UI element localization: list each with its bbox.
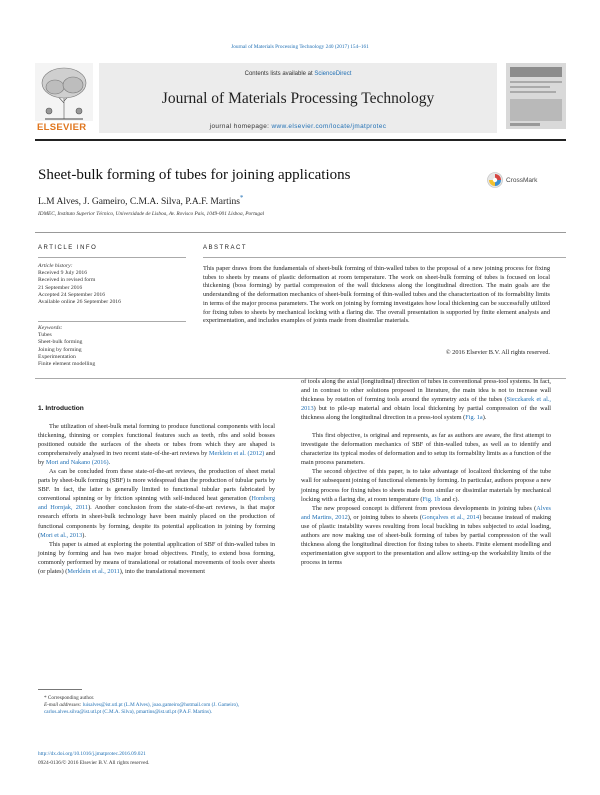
corresponding-author-mark[interactable]: * (239, 194, 244, 202)
elsevier-tree-logo (35, 63, 93, 128)
reference-link[interactable]: Homberg and Hornjak, 2011 (38, 495, 275, 512)
section-heading-introduction: 1. Introduction (38, 405, 84, 412)
journal-title: Journal of Materials Processing Technology (161, 90, 435, 107)
abstract-copyright: © 2016 Elsevier B.V. All rights reserved. (445, 349, 550, 356)
contents-line (99, 71, 497, 77)
figure-link[interactable]: Fig. 1a (465, 414, 483, 422)
homepage-prefix: journal homepage: (209, 123, 272, 130)
history-item: Available online 26 September 2016 (38, 299, 121, 306)
sciencedirect-link[interactable]: ScienceDirect (314, 71, 352, 77)
reference-link[interactable]: Mori et al., 2013 (40, 531, 83, 539)
paragraph: This first objective, is original and represents, as far as authors are aware, the first attempt to investigate the deformation mechanics of SBF of thin-walled tubes, as well as to identify and characterize its typical modes of deformation and to setup its formability limits as a function of the main process parameters. (301, 432, 551, 467)
keywords-label: Keywords: (38, 325, 63, 331)
article-history (38, 263, 121, 306)
journal-citation[interactable]: Journal of Materials Processing Technology 240 (2017) 154–161 (231, 44, 369, 50)
author-names: L.M Alves, J. Gameiro, C.M.A. Silva, P.A.F. Martins (38, 197, 240, 208)
paragraph: of tools along the axial (longitudinal) direction of tubes in conventional press-tool systems. In fact, and in contrast to other solutions proposed in literature, the main idea is not to increase wall thickness by rotation of forming tools around the symmetry axis of the tubes (Sieczkarek et al., 2013) but to pile-up material and obtain local thickening by partial compression of the wall thickness along the longitudinal direction in a press-tool system (Fig. 1a). (301, 378, 551, 422)
reference-link[interactable]: Gonçalves et al., 2014 (421, 513, 480, 521)
keywords-block (38, 325, 95, 368)
history-item: Received in revised form (38, 277, 96, 284)
footnote-rule (38, 689, 82, 690)
crossmark-label: CrossMark (506, 176, 538, 184)
keyword: Experimentation (38, 353, 76, 360)
history-label: Article history: (38, 263, 73, 269)
email-addresses[interactable]: luisalves@ist.utl.pt (L.M Alves), joao.gameiro@hotmail.com (J. Gameiro), carlos.alves.silva@ist.utl.pt (C.M.A. Silva), pmartins@ist.utl.pt (P.A.F. Martins). (44, 702, 240, 715)
history-item: Received 9 July 2016 (38, 270, 88, 277)
email-label: E-mail addresses: (44, 702, 83, 708)
reference-link[interactable]: Merklein et al. (2012) (208, 450, 265, 458)
footnote (38, 695, 278, 716)
contents-prefix: Contents lists available at (244, 71, 315, 77)
reference-link[interactable]: Mori and Nakano (2016) (45, 459, 109, 467)
issn-copyright: 0924-0136/© 2016 Elsevier B.V. All rights reserved. (38, 760, 150, 766)
corresponding-author-note: * Corresponding author. (44, 695, 95, 701)
paragraph: The new proposed concept is different from previous developments in joining tubes (Alves and Martins, 2012), or joining tubes to sheets (Gonçalves et al., 2014) because instead of making use of plastic instability waves resulting from local buckling in tubes subjected to axial loading, authors are now making use of sheet-bulk forming of tubes by partial compression of the wall thickness along the longitudinal direction for fixing tubes to sheets. Finite element modelling and experimentation give support to the presentation and allow setting-up the workability limits of the process in terms (301, 504, 551, 566)
keyword: Sheet-bulk forming (38, 339, 83, 346)
keyword: Joining by forming (38, 346, 82, 353)
author-list (38, 194, 243, 207)
history-item: 21 September 2016 (38, 284, 83, 291)
keyword: Finite element modelling (38, 361, 96, 368)
abstract-text: This paper draws from the fundamentals of sheet-bulk forming of thin-walled tubes to the proposal of a new joining process for fixing tubes to sheets by means of plastic deformation at room temperature. The work on sheet-bulk forming of tubes is focused on local thickening (boss forming) by partial compression of the wall thickness along the longitudinal direction. The main goals are the understanding of the deformation mechanics of sheet-bulk forming of thin-walled tubes and the characterization of its formability limits in terms of the major process parameters. The work on joining by forming investigates how local thickening can be successfully utilized for fixing tubes to sheets by mechanical locking with a flaring die. The overall presentation is supported by finite element analysis and experimentation, and includes examples of joints made from dissimilar materials. (203, 265, 550, 325)
paragraph: This paper is aimed at exploring the potential application of SBF of thin-walled tubes in joining by forming and has two major broad objectives. Firstly, to extend boss forming, commonly performed by means of translational or rotational movements of tools over sheets (or plates) (Merklein et al., 2011), into the translational movement (38, 540, 275, 575)
doi-link[interactable]: http://dx.doi.org/10.1016/j.jmatprotec.2016.09.021 (38, 751, 146, 757)
article-info-rule (38, 257, 186, 258)
reference-link[interactable]: Sieczkarek et al., 2013 (301, 396, 551, 413)
reference-link[interactable]: Alves and Martins, 2012 (301, 504, 551, 521)
body-column-left (38, 422, 275, 576)
body-column-right (301, 377, 551, 567)
reference-link[interactable]: Merklein et al., 2011 (67, 567, 120, 575)
publisher-name: ELSEVIER (37, 122, 87, 133)
keyword: Tubes (38, 332, 52, 339)
crossmark-badge[interactable] (487, 172, 537, 188)
homepage-link[interactable]: www.elsevier.com/locate/jmatprotec (271, 123, 387, 130)
paragraph: As can be concluded from these state-of-the-art reviews, the production of sheet metal parts by sheet-bulk forming (SBF) is more widespread than the production of tubular parts by SBF. In fact, the latter is generally limited to functional tubular parts fabricated by conventional spinning or by friction spinning with self-induced heat generation (Homberg and Hornjak, 2011). Another conclusion from the state-of-the-art reviews, is that major research efforts in sheet-bulk technology have been mainly placed on the production of functional components by forming, despite its potential application in joining by forming (Mori et al., 2013). (38, 468, 275, 539)
abstract-rule (203, 257, 566, 258)
keywords-rule (38, 321, 186, 322)
paragraph: The second objective of this paper, is to take advantage of localized thickening of the tube wall for subsequent joining of functional elements by forming. In particular, authors propose a new joining process for fixing tubes to sheets made from similar or dissimilar materials by mechanical locking with a flaring die, at room temperature (Fig. 1b and c). (301, 468, 551, 503)
figure-link[interactable]: Fig. 1b (422, 495, 441, 503)
article-title: Sheet-bulk forming of tubes for joining applications (38, 167, 351, 183)
title-divider (35, 232, 566, 233)
journal-homepage (99, 123, 497, 130)
abstract-heading: ABSTRACT (203, 245, 248, 251)
author-affiliation: IDMEC, Instituto Superior Técnico, Universidade de Lisboa, Av. Rovisco Pais, 1049-001 Lisboa, Portugal (38, 211, 265, 217)
crossmark-icon (487, 172, 503, 188)
header-divider (35, 139, 566, 141)
history-item: Accepted 24 September 2016 (38, 291, 106, 298)
paragraph: The utilization of sheet-bulk metal forming to produce functional components with local thickening, thinning or complex functional features such as teeth, ribs and solid bosses positioned outside the surfaces of the sheets or tubes from which they are shaped is comprehensively analysed in two recent state-of-the-art reviews by Merklein et al. (2012) and by Mori and Nakano (2016). (38, 423, 275, 467)
journal-cover-image (506, 63, 566, 129)
article-info-heading: ARTICLE INFO (38, 245, 98, 251)
